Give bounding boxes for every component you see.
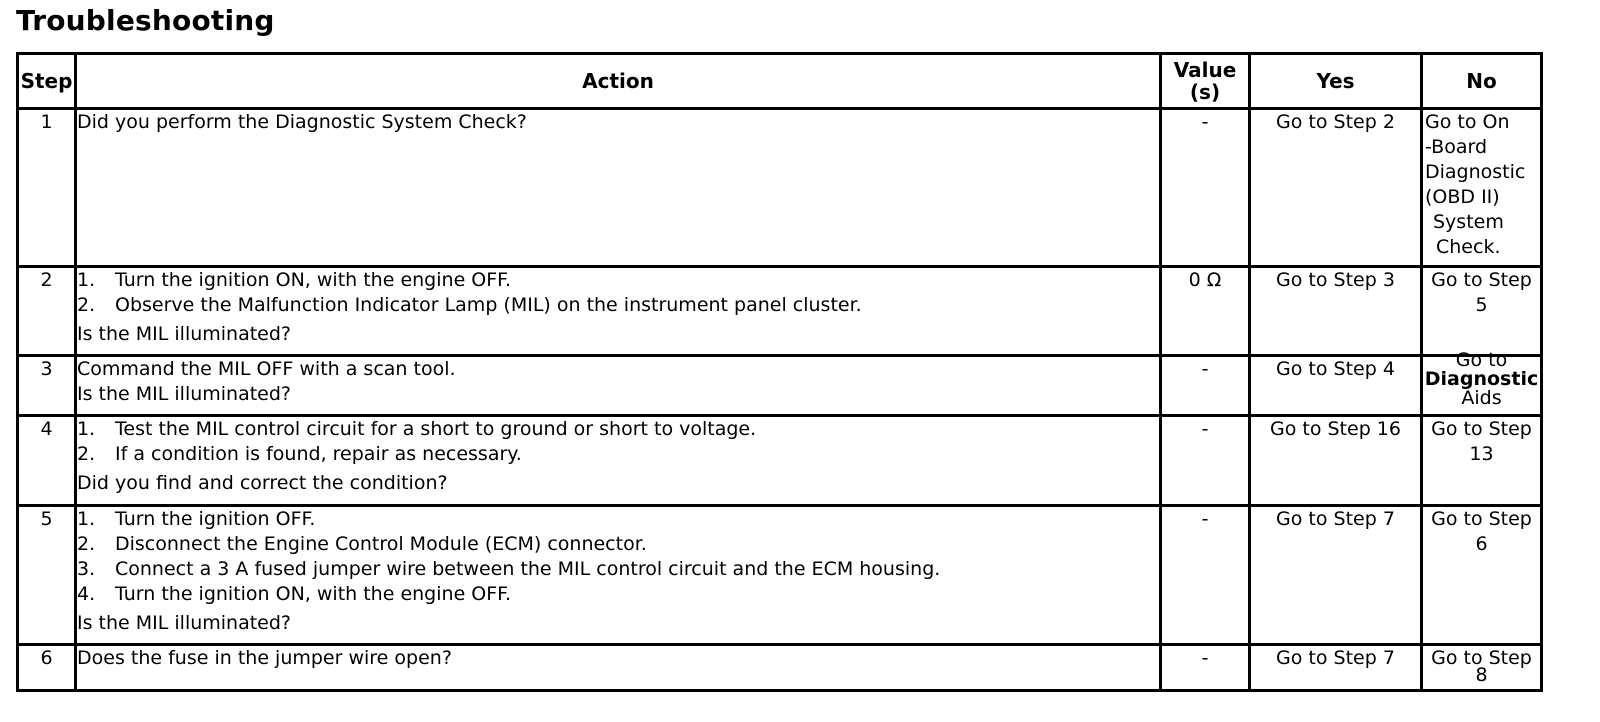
no-line: Go to Step <box>1431 418 1532 440</box>
yes-link[interactable]: Go to Step 16 <box>1250 416 1422 506</box>
value-cell: - <box>1161 506 1250 645</box>
no-line: 6 <box>1475 533 1488 555</box>
page-title: Troubleshooting <box>16 4 275 37</box>
question-text: Is the MIL illuminated? <box>77 383 292 405</box>
step-number: 2 <box>18 267 76 356</box>
table-row <box>18 645 1542 691</box>
action-step <box>77 507 1159 532</box>
step-number: 4 <box>18 416 76 506</box>
troubleshooting-table <box>16 52 1543 692</box>
header-step: Step <box>18 54 76 109</box>
step-num: 1. <box>77 418 96 440</box>
no-line: Diagnostic <box>1424 368 1539 390</box>
no-line: (OBD II) <box>1425 186 1500 208</box>
step-number: 6 <box>18 645 76 691</box>
no-line: System <box>1433 211 1504 233</box>
step-num: 3. <box>77 558 96 580</box>
question-text: Did you find and correct the condition? <box>77 472 448 494</box>
action-step <box>77 268 1159 293</box>
yes-link[interactable]: Go to Step 7 <box>1250 506 1422 645</box>
step-num: 2. <box>77 443 96 465</box>
yes-link[interactable]: Go to Step 3 <box>1250 267 1422 356</box>
action-step <box>77 293 1159 318</box>
no-link[interactable] <box>1422 416 1542 506</box>
value-cell: - <box>1161 645 1250 691</box>
question-text: Is the MIL illuminated? <box>77 612 292 634</box>
action-cell <box>76 645 1161 691</box>
step-text: Turn the ignition OFF. <box>115 508 316 530</box>
action-steps <box>77 417 1159 467</box>
no-line: -Board <box>1425 136 1488 158</box>
value-cell: - <box>1161 109 1250 267</box>
step-text: Disconnect the Engine Control Module (ECM) connector. <box>115 533 647 555</box>
step-text: Turn the ignition ON, with the engine OFF. <box>115 269 512 291</box>
step-num: 1. <box>77 269 96 291</box>
step-num: 4. <box>77 583 96 605</box>
action-text: Command the MIL OFF with a scan tool. <box>77 358 456 380</box>
no-line: 13 <box>1469 443 1494 465</box>
no-link[interactable] <box>1422 506 1542 645</box>
no-link[interactable] <box>1422 645 1542 691</box>
value-cell: - <box>1161 356 1250 416</box>
action-cell <box>76 416 1161 506</box>
step-num: 2. <box>77 294 96 316</box>
no-line: Go to <box>1455 349 1508 371</box>
no-line: Go to On <box>1425 111 1510 133</box>
header-no: No <box>1422 54 1542 109</box>
yes-link[interactable]: Go to Step 7 <box>1250 645 1422 691</box>
header-value-line1: Value <box>1173 58 1237 82</box>
step-num: 2. <box>77 533 96 555</box>
action-step <box>77 532 1159 557</box>
question-text: Is the MIL illuminated? <box>77 323 292 345</box>
step-text: If a condition is found, repair as necessary. <box>115 443 522 465</box>
header-row <box>18 54 1542 109</box>
no-link[interactable] <box>1422 349 1542 416</box>
step-text: Test the MIL control circuit for a short to ground or short to voltage. <box>115 418 757 440</box>
table-row <box>18 416 1542 506</box>
table-row <box>18 109 1542 267</box>
action-cell <box>76 506 1161 645</box>
no-line: 5 <box>1475 294 1488 316</box>
value-cell: 0 Ω <box>1161 267 1250 356</box>
no-line: Diagnostic <box>1425 161 1526 183</box>
action-steps <box>77 268 1159 318</box>
step-text: Connect a 3 A fused jumper wire between the MIL control circuit and the ECM housing. <box>115 558 941 580</box>
step-text: Turn the ignition ON, with the engine OFF. <box>115 583 512 605</box>
step-num: 1. <box>77 508 96 530</box>
step-number: 3 <box>18 356 76 416</box>
value-cell: - <box>1161 416 1250 506</box>
header-value-line2: (s) <box>1189 80 1221 104</box>
question-text: Did you perform the Diagnostic System Check? <box>77 111 527 133</box>
no-line: Check. <box>1436 236 1501 258</box>
action-cell <box>76 109 1161 267</box>
table-row <box>18 356 1542 416</box>
step-number: 1 <box>18 109 76 267</box>
step-text: Observe the Malfunction Indicator Lamp (MIL) on the instrument panel cluster. <box>115 294 862 316</box>
question-text: Does the fuse in the jumper wire open? <box>77 647 452 669</box>
no-line: 8 <box>1475 664 1488 686</box>
no-link[interactable] <box>1422 109 1542 267</box>
yes-link[interactable]: Go to Step 4 <box>1250 356 1422 416</box>
no-line: Go to Step <box>1431 269 1532 291</box>
action-steps <box>77 507 1159 607</box>
table-row <box>18 267 1542 356</box>
action-step <box>77 557 1159 582</box>
table-row <box>18 506 1542 645</box>
header-yes: Yes <box>1250 54 1422 109</box>
action-step <box>77 582 1159 607</box>
header-action: Action <box>76 54 1161 109</box>
header-value <box>1161 54 1250 109</box>
no-line: Aids <box>1461 387 1502 409</box>
step-number: 5 <box>18 506 76 645</box>
action-step <box>77 417 1159 442</box>
action-cell <box>76 356 1161 416</box>
no-line: Go to Step <box>1431 508 1532 530</box>
yes-link[interactable]: Go to Step 2 <box>1250 109 1422 267</box>
no-link[interactable] <box>1422 267 1542 356</box>
action-cell <box>76 267 1161 356</box>
no-line: Go to Step <box>1431 647 1532 669</box>
action-step <box>77 442 1159 467</box>
